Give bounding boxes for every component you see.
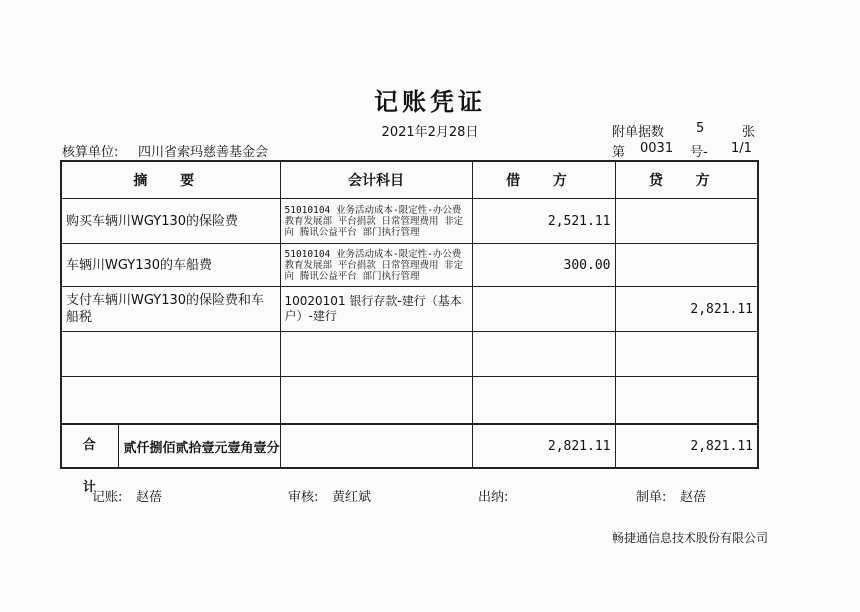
attachments-label: 附单据数 [612,125,665,140]
row-subject: 10020101 银行存款-建行（基本户）-建行 [280,287,472,332]
row-debit [472,287,615,332]
page-indicator: 1/1 [731,141,752,156]
table-row [61,199,758,244]
bookkeeper-name: 赵蓓 [136,490,163,505]
row-summary [61,377,280,425]
preparer-name: 赵蓓 [680,490,707,505]
unit-label: 核算单位: [62,145,119,160]
software-company: 畅捷通信息技术股份有限公司 [612,531,769,545]
total-cell [61,424,280,495]
total-row [61,424,758,468]
header-debit: 借 方 [472,161,615,199]
row-summary: 购买车辆川WGY130的保险费 [61,199,280,244]
row-summary: 车辆川WGY130的车船费 [61,244,280,287]
total-debit: 2,821.11 [472,424,615,468]
header-summary: 摘 要 [61,161,280,199]
row-debit [472,332,615,377]
table-row [61,332,758,377]
table-row [61,244,758,287]
row-subject: 51010104 业务活动成本-限定性-办公费 教育发展部 平台捐款 日常管理费用 非定向 腾讯公益平台 部门执行管理 [280,199,472,244]
auditor-name: 黄红斌 [332,490,372,505]
row-subject: 51010104 业务活动成本-限定性-办公费 教育发展部 平台捐款 日常管理费用 非定向 腾讯公益平台 部门执行管理 [280,244,472,287]
row-credit [615,332,758,377]
voucher-table [60,160,759,495]
cashier-label: 出纳: [478,490,509,505]
row-credit: 2,821.11 [615,287,758,332]
voucher-number: 0031 [640,141,674,156]
preparer-label: 制单: [636,490,667,505]
voucher-suffix: 号- [690,145,708,160]
row-debit: 300.00 [472,244,615,287]
total-amount-in-words: 贰仟捌佰贰拾壹元壹角壹分 [123,440,280,456]
voucher-date: 2021年2月28日 [381,125,479,140]
voucher-prefix: 第 [612,145,626,160]
auditor-label: 审核: [288,490,319,505]
header-subject: 会计科目 [280,161,472,199]
total-credit: 2,821.11 [615,424,758,468]
header-row [61,161,758,199]
unit-name: 四川省索玛慈善基金会 [138,145,269,160]
row-subject [280,377,472,425]
table-row [61,287,758,332]
row-debit: 2,521.11 [472,199,615,244]
row-summary: 支付车辆川WGY130的保险费和车船税 [61,287,280,332]
row-credit [615,377,758,425]
header-credit: 贷 方 [615,161,758,199]
row-credit [615,199,758,244]
attachments-unit: 张 [742,125,756,140]
row-subject [280,332,472,377]
attachments-count: 5 [696,121,705,136]
bookkeeper-label: 记账: [92,490,123,505]
total-label: 合 计 [62,425,119,467]
row-summary [61,332,280,377]
row-debit [472,377,615,425]
total-subject-cell [280,424,472,468]
table-row [61,377,758,425]
row-credit [615,244,758,287]
voucher-title: 记账凭证 [374,88,486,116]
